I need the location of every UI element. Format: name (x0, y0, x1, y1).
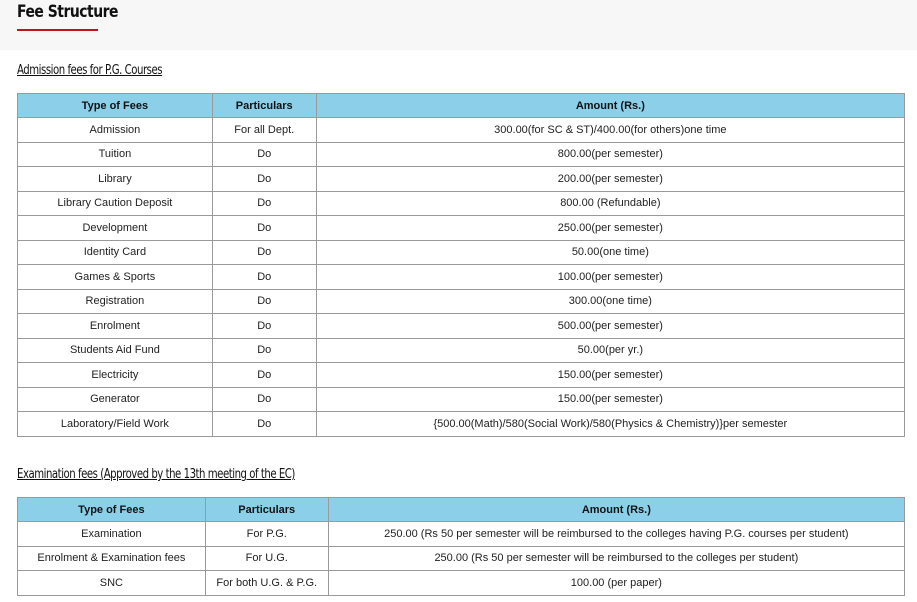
particulars-cell: Do (212, 412, 316, 437)
table-row (18, 387, 905, 412)
particulars-cell: Do (212, 142, 316, 167)
table-row (18, 522, 905, 547)
table-row (18, 191, 905, 216)
amount-cell: 50.00(per yr.) (316, 338, 904, 363)
amount-cell: 250.00(per semester) (316, 216, 904, 241)
table-row (18, 314, 905, 339)
particulars-cell: Do (212, 265, 316, 290)
amount-cell: 800.00 (Refundable) (316, 191, 904, 216)
table-row (18, 546, 905, 571)
fee-type-cell: Students Aid Fund (18, 338, 213, 363)
amount-cell: 800.00(per semester) (316, 142, 904, 167)
fee-type-cell: Development (18, 216, 213, 241)
fee-type-cell: Electricity (18, 363, 213, 388)
fee-type-cell: Laboratory/Field Work (18, 412, 213, 437)
fee-type-cell: Identity Card (18, 240, 213, 265)
amount-cell: 500.00(per semester) (316, 314, 904, 339)
particulars-cell: Do (212, 387, 316, 412)
table-row (18, 338, 905, 363)
amount-cell: 100.00(per semester) (316, 265, 904, 290)
amount-cell: 250.00 (Rs 50 per semester will be reimbursed to the colleges per student) (328, 546, 904, 571)
particulars-cell: Do (212, 363, 316, 388)
table-header-row (18, 94, 905, 118)
table-row (18, 571, 905, 596)
column-header: Particulars (212, 94, 316, 118)
fee-type-cell: Enrolment & Examination fees (18, 546, 206, 571)
particulars-cell: Do (212, 191, 316, 216)
admission-fees-table (17, 93, 905, 437)
column-header: Particulars (205, 498, 328, 522)
table-row (18, 118, 905, 143)
amount-cell: 150.00(per semester) (316, 363, 904, 388)
fee-type-cell: Games & Sports (18, 265, 213, 290)
fee-type-cell: Library Caution Deposit (18, 191, 213, 216)
admission-fees-heading: Admission fees for P.G. Courses (17, 63, 163, 78)
particulars-cell: Do (212, 338, 316, 363)
particulars-cell: Do (212, 216, 316, 241)
particulars-cell: Do (212, 167, 316, 192)
table-row (18, 142, 905, 167)
table-row (18, 363, 905, 388)
title-underline (17, 29, 98, 31)
fee-type-cell: Registration (18, 289, 213, 314)
column-header: Type of Fees (18, 498, 206, 522)
fee-type-cell: Admission (18, 118, 213, 143)
table-row (18, 240, 905, 265)
particulars-cell: For U.G. (205, 546, 328, 571)
fee-type-cell: Library (18, 167, 213, 192)
amount-cell: 100.00 (per paper) (328, 571, 904, 596)
page-header (0, 0, 917, 50)
examination-fees-table (17, 497, 905, 596)
column-header: Amount (Rs.) (316, 94, 904, 118)
fee-type-cell: Enrolment (18, 314, 213, 339)
particulars-cell: Do (212, 314, 316, 339)
fee-type-cell: SNC (18, 571, 206, 596)
fee-type-cell: Tuition (18, 142, 213, 167)
particulars-cell: For all Dept. (212, 118, 316, 143)
table-row (18, 265, 905, 290)
examination-fees-heading: Examination fees (Approved by the 13th meeting of the EC) (17, 467, 295, 482)
amount-cell: 300.00(for SC & ST)/400.00(for others)one time (316, 118, 904, 143)
amount-cell: {500.00(Math)/580(Social Work)/580(Physics & Chemistry)}per semester (316, 412, 904, 437)
page-title: Fee Structure (17, 2, 119, 22)
amount-cell: 300.00(one time) (316, 289, 904, 314)
amount-cell: 150.00(per semester) (316, 387, 904, 412)
table-header-row (18, 498, 905, 522)
particulars-cell: Do (212, 289, 316, 314)
table-row (18, 216, 905, 241)
table-row (18, 167, 905, 192)
table-row (18, 289, 905, 314)
amount-cell: 50.00(one time) (316, 240, 904, 265)
column-header: Type of Fees (18, 94, 213, 118)
fee-type-cell: Generator (18, 387, 213, 412)
particulars-cell: For both U.G. & P.G. (205, 571, 328, 596)
particulars-cell: For P.G. (205, 522, 328, 547)
fee-type-cell: Examination (18, 522, 206, 547)
table-row (18, 412, 905, 437)
column-header: Amount (Rs.) (328, 498, 904, 522)
particulars-cell: Do (212, 240, 316, 265)
amount-cell: 200.00(per semester) (316, 167, 904, 192)
amount-cell: 250.00 (Rs 50 per semester will be reimbursed to the colleges having P.G. courses per student) (328, 522, 904, 547)
